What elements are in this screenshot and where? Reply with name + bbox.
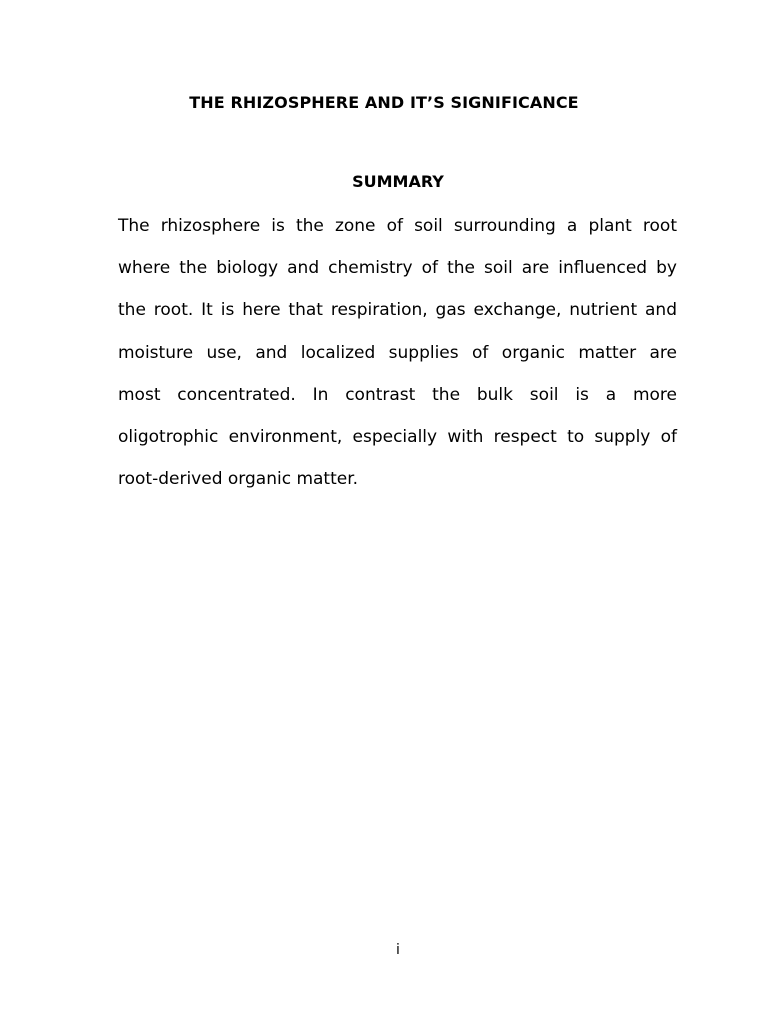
- summary-line: the root. It is here that respiration, gas exchange, nutrient and: [118, 300, 677, 321]
- document-title: THE RHIZOSPHERE AND IT’S SIGNIFICANCE: [189, 93, 579, 112]
- summary-line: oligotrophic environment, especially with respect to supply of: [118, 427, 677, 448]
- summary-heading: SUMMARY: [352, 172, 444, 191]
- summary-line: The rhizosphere is the zone of soil surrounding a plant root: [118, 216, 677, 236]
- summary-paragraph: [118, 205, 677, 500]
- summary-line: moisture use, and localized supplies of organic matter are: [118, 342, 677, 363]
- page-number: i: [396, 942, 400, 958]
- summary-line: where the biology and chemistry of the soil are influenced by: [118, 258, 677, 279]
- summary-line: root-derived organic matter.: [118, 469, 359, 490]
- summary-line: most concentrated. In contrast the bulk soil is a more: [118, 384, 677, 405]
